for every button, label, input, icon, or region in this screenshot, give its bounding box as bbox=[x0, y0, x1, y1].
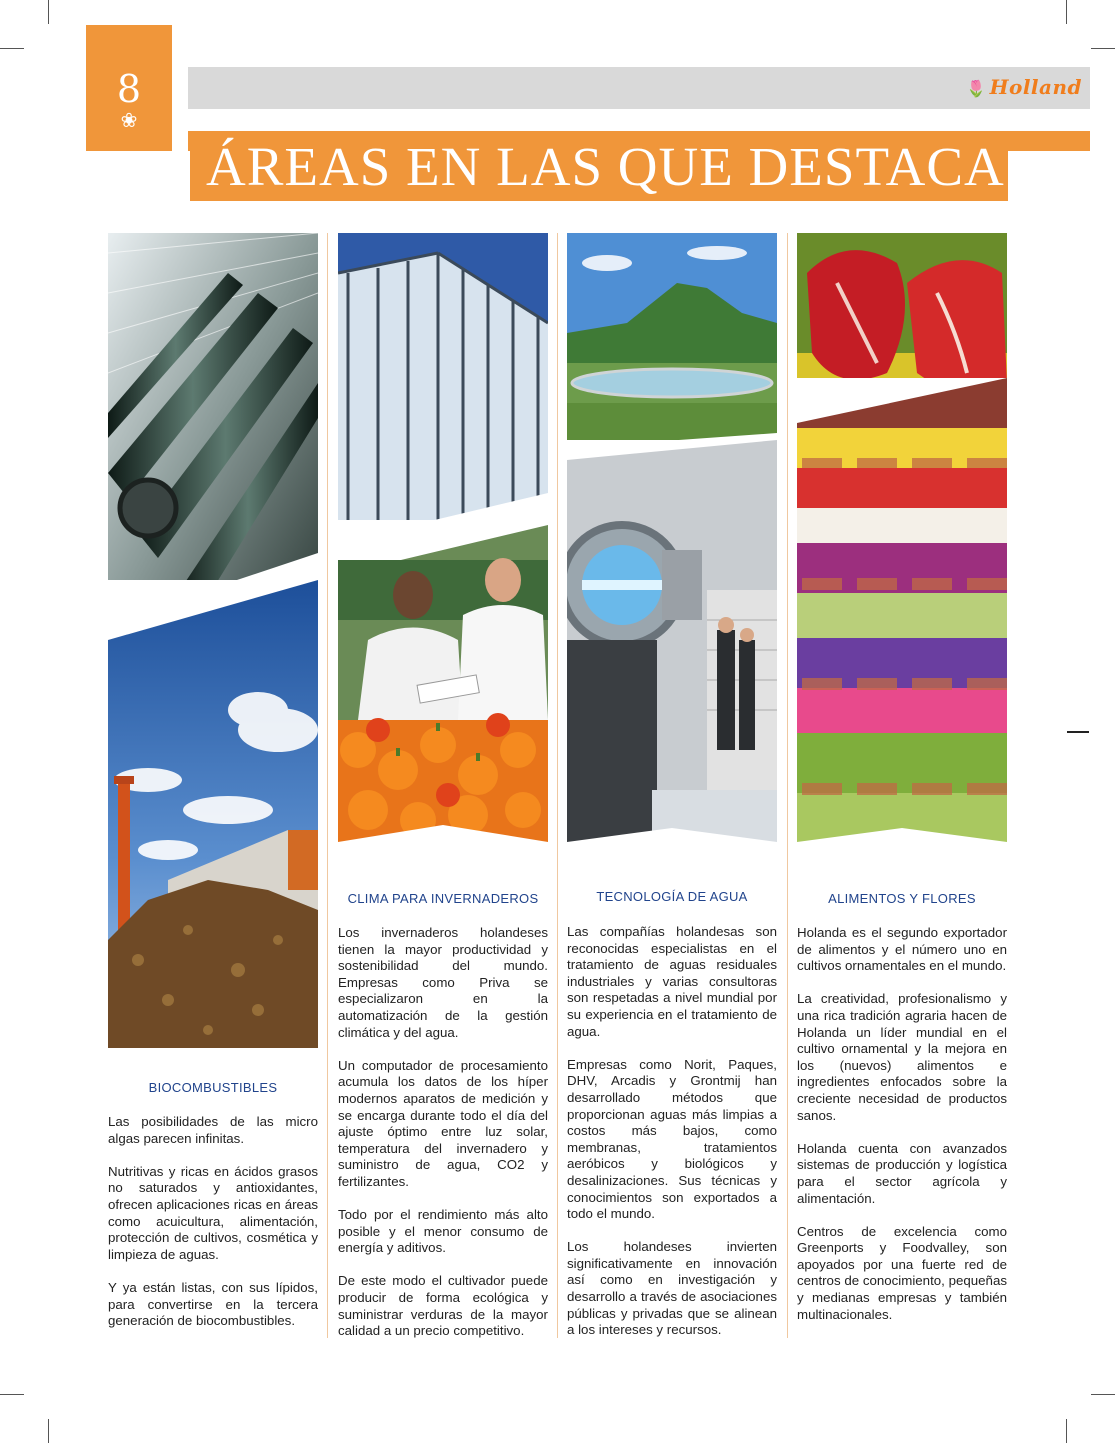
page-number-box bbox=[86, 25, 172, 151]
paragraph: Y ya están listas, con sus lípidos, para convertirse en la tercera generación de biocombustibles. bbox=[108, 1279, 318, 1329]
biofuel-plant-photo bbox=[108, 580, 318, 1048]
column-separator bbox=[327, 233, 328, 1338]
paragraph: Los holandeses invierten significativamente en innovación así como en investigación y desarrollo a través de asociaciones públicas y privadas que se alinean a los intereses y recursos. bbox=[567, 1239, 777, 1338]
column-heading-agua: TECNOLOGÍA DE AGUA bbox=[596, 889, 748, 904]
algae-tubes-photo bbox=[108, 233, 318, 623]
holland-logo bbox=[966, 75, 1082, 99]
paragraph: Centros de excelencia como Greenports y Foodvalley, son apoyados por una fuerte red de centros de conocimiento, pequeñas y medianas empresas y también multinacionales. bbox=[797, 1223, 1007, 1322]
page-number: 8 bbox=[116, 67, 142, 111]
logo-text: Holland bbox=[989, 75, 1082, 99]
uv-reactor-photo bbox=[567, 440, 777, 842]
column-body-alimentos bbox=[797, 925, 1007, 1340]
paragraph: Un computador de procesamiento acumula los datos de los híper modernos aparatos de medición y se encarga durante todo el día del ajuste óptimo entre luz solar, temperatura del invernadero y suministro de agua, CO2 y fertilizantes. bbox=[338, 1057, 548, 1189]
flower-auction-photo bbox=[797, 378, 1007, 842]
paragraph: De este modo el cultivador puede producir de forma ecológica y suministrar verduras de la mayor calidad a un precio competitivo. bbox=[338, 1273, 548, 1339]
column-body-agua bbox=[567, 924, 777, 1355]
column-body-invernaderos bbox=[338, 925, 548, 1356]
column-heading-invernaderos: CLIMA PARA INVERNADEROS bbox=[347, 891, 539, 906]
paragraph: Nutritivas y ricas en ácidos grasos no saturados y antioxidantes, ofrecen aplicaciones ricas en áreas como acuicultura, alimentación, protección de cultivos, cosmética y limpieza de aguas. bbox=[108, 1163, 318, 1262]
column-separator bbox=[557, 233, 558, 1338]
tulip-icon: 🌷 bbox=[966, 79, 987, 98]
crop-mark bbox=[1067, 731, 1089, 733]
crop-mark bbox=[48, 1419, 49, 1443]
paragraph: Empresas como Norit, Paques, DHV, Arcadis y Grontmij han desarrollado métodos que proporcionan aguas más limpias a costos más bajos, como membranas, tratamientos aeróbicos y biológicos y desalinizaciones. Sus técnicas y conocimientos son exportados a todo el mundo. bbox=[567, 1056, 777, 1222]
paragraph: Los invernaderos holandeses tienen la mayor productividad y sostenibilidad del mundo. Empresas como Priva se especializaron en la automatización de la gestión climática y del agua. bbox=[338, 925, 548, 1040]
paragraph: Holanda es el segundo exportador de alimentos y el número uno en cultivos ornamentales en el mundo. bbox=[797, 925, 1007, 974]
column-body-biocombustibles bbox=[108, 1114, 318, 1346]
paragraph: Holanda cuenta con avanzados sistemas de producción y logística para el sector agrícola y alimentación. bbox=[797, 1140, 1007, 1206]
paragraph: La creatividad, profesionalismo y una rica tradición agraria hacen de Holanda un líder mundial en el cultivo ornamental y la mejora en los (nuevos) alimentos e ingredientes enfocados sobre la creciente necesidad de productos sanos. bbox=[797, 991, 1007, 1123]
crop-mark bbox=[1066, 0, 1067, 24]
greenhouse-workers-photo bbox=[338, 520, 548, 842]
column-separator bbox=[787, 233, 788, 1338]
crop-mark bbox=[1066, 1419, 1067, 1443]
paragraph: Las compañías holandesas son reconocidas especialistas en el tratamiento de aguas residuales industriales y varias consultoras son respetadas a nivel mundial por su experiencia en el tratamiento de agua. bbox=[567, 924, 777, 1039]
ornament-icon: ❀ bbox=[120, 110, 138, 132]
paragraph: Todo por el rendimiento más alto posible y el menor consumo de energía y aditivos. bbox=[338, 1207, 548, 1256]
page-title: ÁREAS EN LAS QUE DESTACA bbox=[206, 136, 1005, 197]
water-treatment-photo bbox=[567, 233, 777, 448]
crop-mark bbox=[1091, 48, 1115, 49]
header-bar bbox=[188, 67, 1090, 109]
greenhouse-photo bbox=[338, 233, 548, 543]
crop-mark bbox=[0, 48, 24, 49]
crop-mark bbox=[48, 0, 49, 24]
column-heading-biocombustibles: BIOCOMBUSTIBLES bbox=[148, 1080, 278, 1095]
paragraph: Las posibilidades de las micro algas parecen infinitas. bbox=[108, 1114, 318, 1146]
column-heading-alimentos: ALIMENTOS Y FLORES bbox=[828, 891, 976, 906]
crop-mark bbox=[1091, 1394, 1115, 1395]
crop-mark bbox=[0, 1394, 24, 1395]
